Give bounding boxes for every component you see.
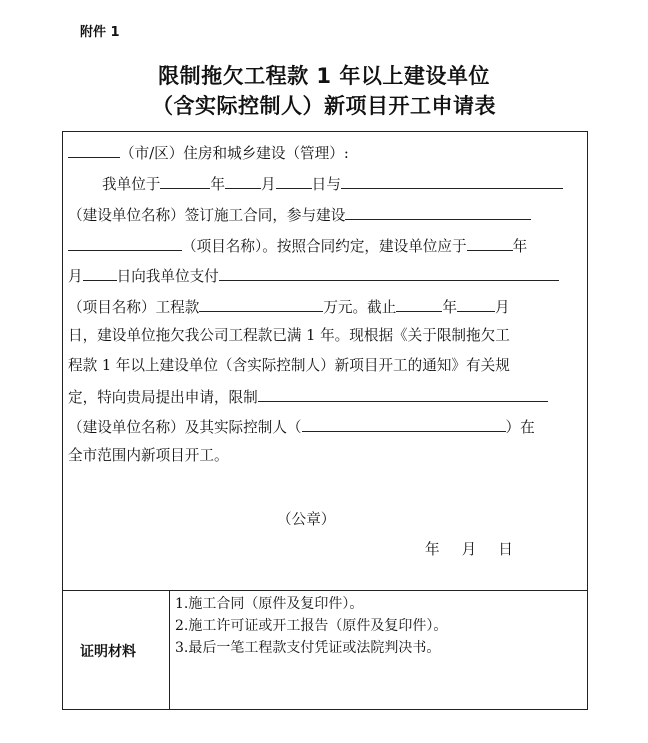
form-title-line-1: 限制拖欠工程款 1 年以上建设单位 [158, 64, 490, 88]
text-line-7: 日，建设单位拖欠我公司工程款已满 1 年。现根据《关于限制拖欠工 [68, 327, 510, 344]
builder-name-line [68, 203, 588, 225]
party-blank[interactable] [341, 172, 563, 189]
project-name-line [68, 234, 588, 256]
text-due-month: 月 [68, 268, 83, 285]
project-name-text: （项目名称）。按照合同约定，建设单位应于 [182, 238, 467, 255]
builder-name-text: （建设单位名称）签订施工合同，参与建设 [68, 207, 346, 224]
row-divider [63, 590, 587, 591]
project-blank-1[interactable] [345, 203, 531, 220]
contract-month-blank[interactable] [225, 172, 261, 189]
controller-line [68, 415, 588, 437]
city-district-blank[interactable] [68, 141, 120, 158]
text-day-with: 日与 [311, 176, 341, 193]
column-divider [169, 590, 170, 709]
until-year-blank[interactable] [396, 295, 442, 312]
date-year: 年 [425, 541, 440, 558]
text-request: 定，特向贵局提出申请，限制 [68, 389, 258, 406]
text-until-year: 年 [442, 299, 457, 316]
text-we-on: 我单位于 [102, 176, 161, 193]
controller-blank[interactable] [302, 415, 506, 432]
addressee-text: （市/区）住房和城乡建设（管理）: [120, 145, 349, 162]
project-blank-2[interactable] [68, 234, 182, 251]
until-month-blank[interactable] [457, 295, 495, 312]
text-due-year: 年 [512, 238, 528, 255]
official-seal-label: （公章） [277, 511, 336, 528]
amount-line [68, 295, 588, 317]
due-month-blank[interactable] [83, 264, 117, 281]
text-in: ）在 [505, 419, 535, 436]
date-month: 月 [461, 541, 477, 558]
text-line-8: 程款 1 年以上建设单位（含实际控制人）新项目开工的通知》有关规 [68, 357, 510, 374]
payment-line [68, 264, 588, 286]
payee-project-blank[interactable] [219, 264, 559, 281]
material-item-1: 1.施工合同（原件及复印件）。 [175, 596, 364, 612]
text-month: 月 [261, 176, 276, 193]
restricted-party-blank[interactable] [258, 385, 548, 402]
contract-year-blank[interactable] [160, 172, 210, 189]
attachment-label: 附件 1 [80, 25, 120, 40]
text-year: 年 [210, 176, 225, 193]
date-day: 日 [498, 541, 513, 558]
text-amount-until: 万元。截止 [323, 299, 397, 316]
contract-date-line [68, 172, 588, 194]
form-title-line-2: （含实际控制人）新项目开工申请表 [152, 94, 496, 118]
contract-day-blank[interactable] [276, 172, 312, 189]
text-until-month: 月 [494, 299, 510, 316]
signature-date [425, 538, 535, 559]
amount-blank[interactable] [199, 295, 323, 312]
material-item-2: 2.施工许可证或开工报告（原件及复印件）。 [175, 618, 448, 634]
text-line-11: 全市范围内新项目开工。 [68, 447, 229, 464]
addressee-line [68, 141, 588, 163]
text-pay-to: 日向我单位支付 [116, 268, 219, 285]
text-controller: （建设单位名称）及其实际控制人（ [68, 419, 302, 436]
materials-label: 证明材料 [80, 644, 136, 660]
text-project-payment: （项目名称）工程款 [68, 299, 200, 316]
material-item-3: 3.最后一笔工程款支付凭证或法院判决书。 [175, 640, 441, 656]
restrict-line [68, 385, 588, 407]
due-year-blank[interactable] [467, 234, 513, 251]
